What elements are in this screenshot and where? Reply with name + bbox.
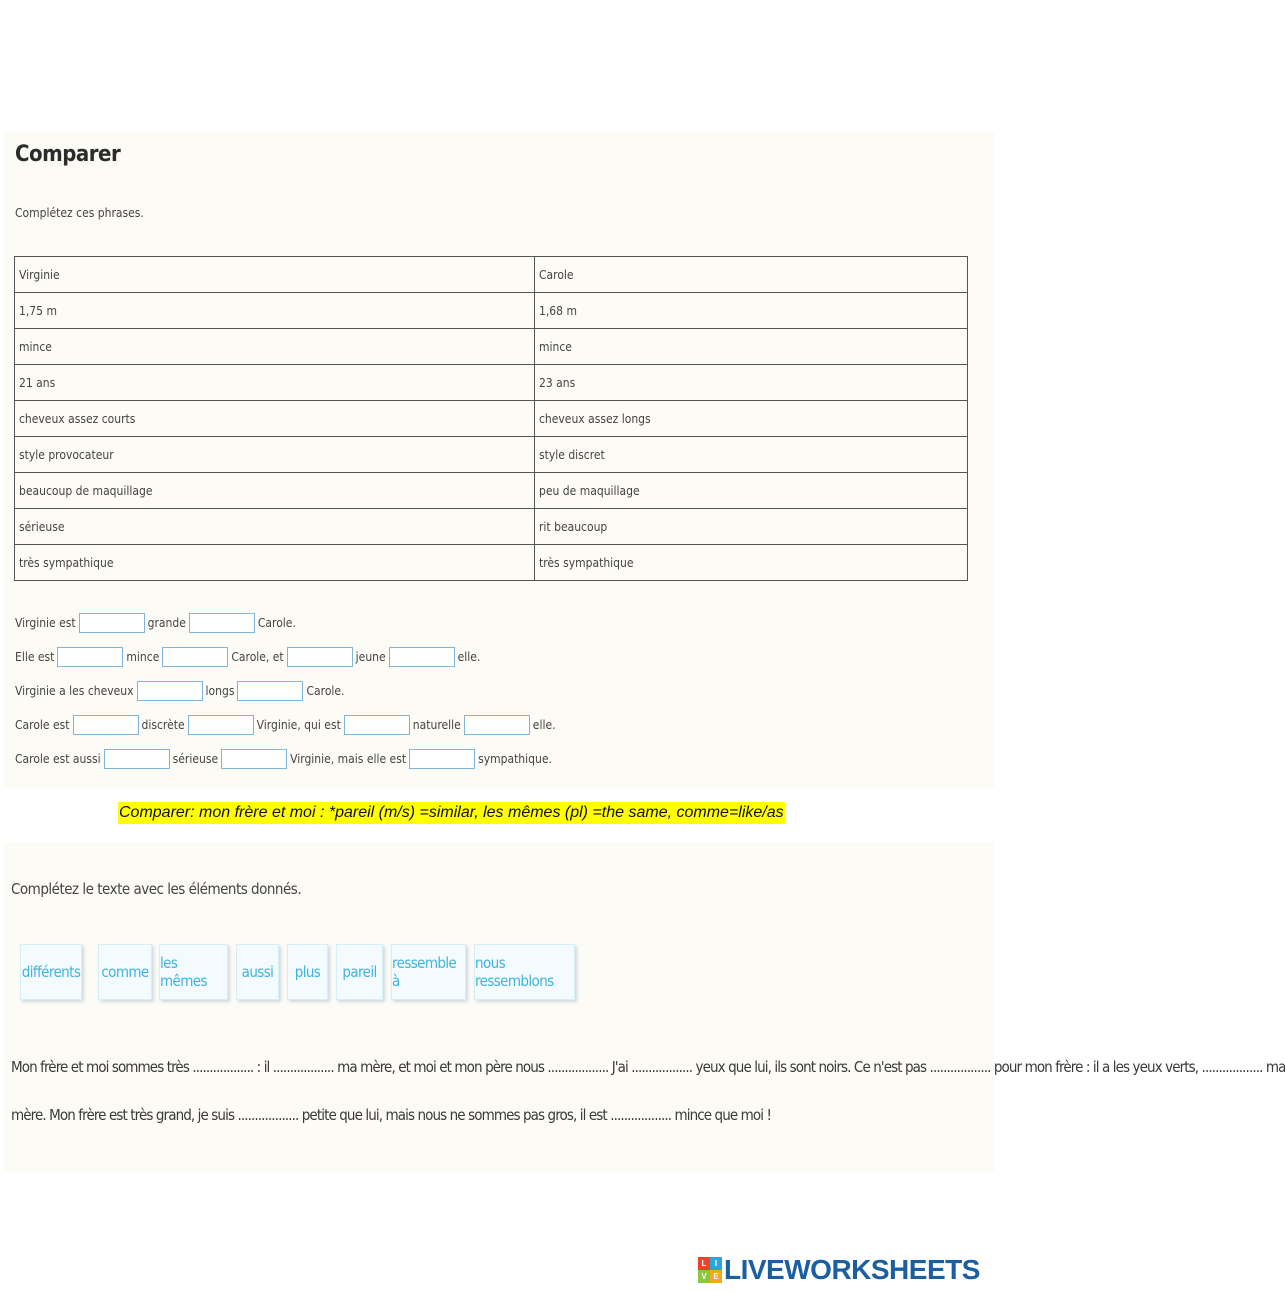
table-cell-virginie: mince [15,329,535,365]
sentence-line [15,646,480,668]
sentence-text: Virginie a les cheveux [15,684,134,698]
table-cell-virginie: Virginie [15,257,535,293]
sentence-text: elle. [532,718,556,732]
table-cell-carole: cheveux assez longs [535,401,968,437]
sentence-text: Virginie est [15,616,76,630]
sentence-text: grande [147,616,186,630]
table-cell-virginie: 1,75 m [15,293,535,329]
table-cell-virginie: 21 ans [15,365,535,401]
answer-blank-input[interactable] [137,681,203,701]
word-chip[interactable]: différents [20,944,82,1000]
table-cell-virginie: beaucoup de maquillage [15,473,535,509]
sentence-text: discrète [141,718,185,732]
exercise-2-instruction: Complétez le texte avec les éléments donnés. [11,880,302,898]
table-cell-carole: mince [535,329,968,365]
table-row [15,401,968,437]
exercise-2-panel [4,842,1285,1172]
sentence-text: Carole. [306,684,345,698]
word-chip[interactable]: les mêmes [159,944,228,1000]
sentence-text: sympathique. [478,752,552,766]
table-cell-carole: Carole [535,257,968,293]
table-row [15,257,968,293]
sentence-text: longs [205,684,235,698]
sentence-text: Elle est [15,650,55,664]
answer-blank-input[interactable] [344,715,410,735]
answer-blank-input[interactable] [57,647,123,667]
word-chip[interactable]: plus [287,944,328,1000]
sentence-text: jeune [355,650,386,664]
logo-mark-tile: E [710,1270,722,1283]
answer-blank-input[interactable] [104,749,170,769]
answer-blank-input[interactable] [189,613,255,633]
exercise-title: Comparer [15,142,121,167]
sentence-text: Carole. [257,616,296,630]
liveworksheets-logo [698,1254,980,1286]
table-cell-carole: style discret [535,437,968,473]
comparison-table [14,256,968,581]
answer-blank-input[interactable] [389,647,455,667]
table-row [15,437,968,473]
answer-blank-input[interactable] [221,749,287,769]
table-cell-virginie: sérieuse [15,509,535,545]
sentence-text: elle. [457,650,481,664]
table-row [15,545,968,581]
answer-blank-input[interactable] [464,715,530,735]
sentence-text: Carole est [15,718,70,732]
sentence-text: Virginie, mais elle est [290,752,407,766]
exercise-1-panel [4,132,994,788]
text-line-2: mère. Mon frère est très grand, je suis .................. petite que lui, mais nous ne sommes pas gros, il est .................. mince que moi ! [11,1106,772,1124]
table-row [15,473,968,509]
logo-mark-icon [698,1257,722,1283]
table-cell-carole: très sympathique [535,545,968,581]
table-row [15,509,968,545]
sentence-text: Virginie, qui est [256,718,341,732]
sentence-line [15,680,345,702]
table-row [15,329,968,365]
sentence-text: mince [126,650,160,664]
sentence-text: Carole est aussi [15,752,101,766]
answer-blank-input[interactable] [162,647,228,667]
sentence-text: naturelle [412,718,461,732]
word-chip[interactable]: ressemble à [391,944,466,1000]
table-row [15,293,968,329]
table-cell-carole: 23 ans [535,365,968,401]
answer-blank-input[interactable] [188,715,254,735]
sentence-line [15,714,556,736]
sentence-line [15,748,552,770]
answer-blank-input[interactable] [79,613,145,633]
table-cell-virginie: très sympathique [15,545,535,581]
sentence-text: Carole, et [231,650,284,664]
sentence-text: sérieuse [172,752,219,766]
word-chip[interactable]: aussi [236,944,279,1000]
table-cell-carole: rit beaucoup [535,509,968,545]
vocabulary-banner: Comparer: mon frère et moi : *pareil (m/s) =similar, les mêmes (pl) =the same, comme=like/as [118,802,785,824]
word-chip[interactable]: pareil [336,944,383,1000]
sentence-line [15,612,296,634]
table-cell-carole: peu de maquillage [535,473,968,509]
answer-blank-input[interactable] [237,681,303,701]
table-cell-virginie: cheveux assez courts [15,401,535,437]
logo-text: LIVEWORKSHEETS [724,1254,980,1285]
logo-mark-tile: I [710,1257,722,1270]
exercise-1-instruction: Complétez ces phrases. [15,206,144,220]
table-cell-virginie: style provocateur [15,437,535,473]
text-line-1: Mon frère et moi sommes très .................. : il .................. ma mère, et moi et mon père nous .................. J'ai .................. yeux que lui, ils sont noirs. Ce n'est pas .................. pour mon frère : il a les yeux verts, .................. ma [11,1058,1285,1076]
answer-blank-input[interactable] [287,647,353,667]
table-row [15,365,968,401]
answer-blank-input[interactable] [73,715,139,735]
answer-blank-input[interactable] [409,749,475,769]
word-chip[interactable]: nous ressemblons [474,944,575,1000]
logo-mark-tile: L [698,1257,710,1270]
logo-mark-tile: V [698,1270,710,1283]
table-cell-carole: 1,68 m [535,293,968,329]
word-chip[interactable]: comme [98,944,152,1000]
